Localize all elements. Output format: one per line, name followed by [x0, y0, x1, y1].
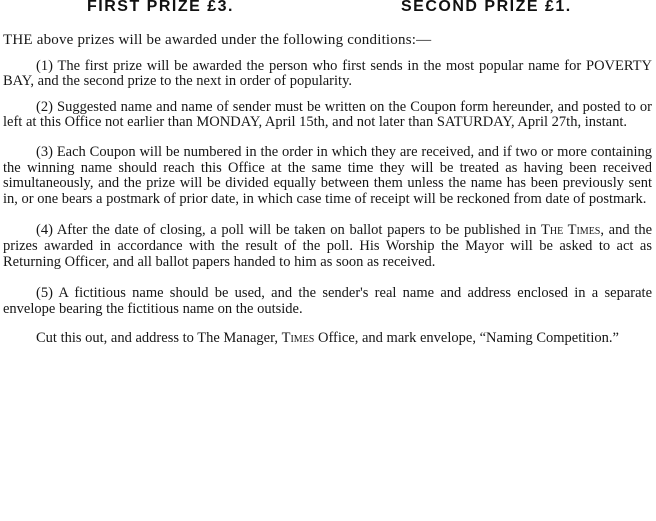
condition-number: (3): [36, 143, 53, 160]
condition-2: [3, 100, 652, 131]
condition-number: (1): [36, 57, 53, 74]
closing-text: Office, and mark envelope, “Naming Competition.”: [317, 330, 619, 347]
condition-3: [3, 145, 652, 207]
condition-5: [3, 286, 652, 317]
condition-text: Each Coupon will be numbered in the order in which they are received, and if two or more containing the winning name should reach this Office at the same time they will be treated as having been received simultaneously, and the prize will be divided equally between them unless the name has been previously sent in, or one bears a postmark of prior date, in which case time of receipt will be reckoned from date of postmark.: [3, 143, 653, 207]
closing-paragraph: [3, 331, 652, 347]
newspaper-name: The Times: [541, 222, 601, 239]
intro-paragraph: THE above prizes will be awarded under the following conditions:—: [3, 32, 432, 48]
condition-number: (5): [36, 285, 53, 302]
condition-text: Suggested name and name of sender must be written on the Coupon form hereunder, and posted to or left at this Office not earlier than MONDAY, April 15th, and not later than SATURDAY, April 27th, instant.: [3, 98, 653, 131]
condition-text: A fictitious name should be used, and the sender's real name and address enclosed in a separate envelope bearing the fictitious name on the outside.: [3, 285, 652, 317]
condition-number: (2): [36, 98, 53, 115]
condition-number: (4): [36, 222, 53, 239]
condition-text: After the date of closing, a poll will be taken on ballot papers to be published in: [56, 222, 537, 239]
condition-4: [3, 223, 652, 270]
condition-1: [3, 59, 652, 90]
first-prize-heading: FIRST PRIZE £3.: [87, 0, 234, 15]
second-prize-heading: SECOND PRIZE £1.: [401, 0, 572, 15]
condition-text: , and the prizes awarded in accordance with the result of the poll. His Worship the Mayor will be asked to act as Returning Officer, and all ballot papers handed to him as soon as received.: [3, 222, 653, 270]
closing-text: Cut this out, and address to The Manager,: [36, 330, 278, 347]
prize-header: [3, 0, 652, 22]
condition-text: The first prize will be awarded the person who first sends in the most popular name for POVERTY BAY, and the second prize to the next in order of popularity.: [3, 57, 652, 90]
newspaper-name: Times: [281, 330, 315, 347]
